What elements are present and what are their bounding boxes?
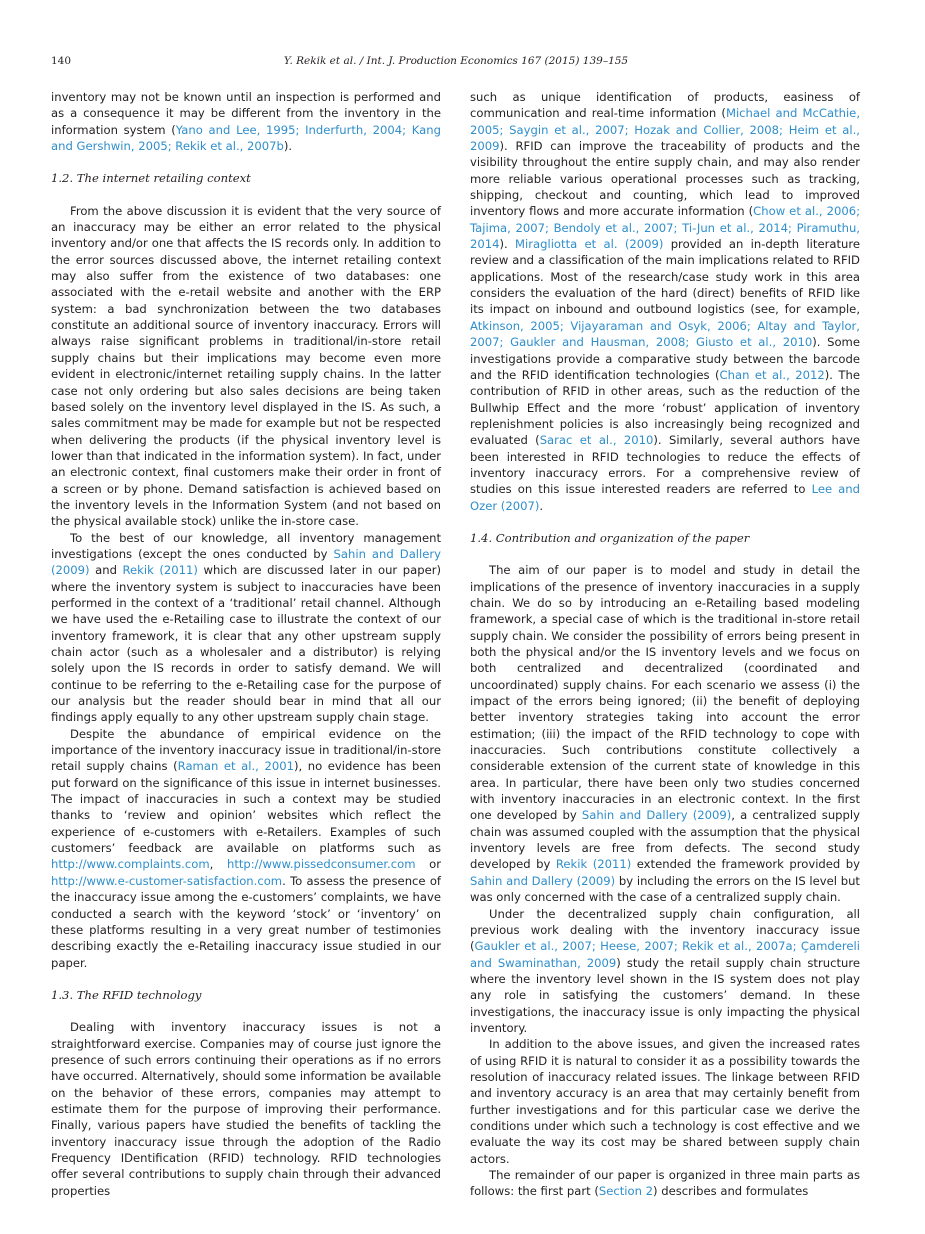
citation-link[interactable]: Michael and McCathie, 2005; Saygin et al., 2007; Hozak and Collier, 2008; Heim et al., 2009 xyxy=(470,106,860,154)
page-number: 140 xyxy=(51,55,72,67)
paragraph: The aim of our paper is to model and study in detail the implications of the presence of inventory inaccuracies in a supply chain. We do so by introducing an e-Retailing based modeling framework, a special case of which is the traditional in-store retail supply chain. We consider the possibility of errors being present in both the physical and/or the IS inventory levels and we focus on both centralized and decentralized (coordinated and uncoordinated) supply chains. For each scenario we assess (i) the impact of the errors being ignored; (ii) the benefit of deploying better inventory strategies taking into account the error estimation; (iii) the impact of the RFID technology to cope with inaccuracies. Such contributions constitute collectively a considerable extension of the current state of knowledge in this area. In particular, there have been only two studies concerned with inventory inaccuracies in an electronic context. In the first one developed by Sahin and Dallery (2009), a centralized supply chain was assumed coupled with the assumption that the physical inventory levels are free from defects. The second study developed by Rekik (2011) extended the framework provided by Sahin and Dallery (2009) by including the errors on the IS level but was only concerned with the case of a centralized supply chain. xyxy=(470,563,860,905)
citation-link[interactable]: Raman et al., 2001 xyxy=(177,759,294,774)
citation-link[interactable]: Rekik (2011) xyxy=(122,563,198,578)
citation-link[interactable]: Sahin and Dallery (2009) xyxy=(581,808,732,823)
citation-link[interactable]: Yano and Lee, 1995; Inderfurth, 2004; Kang and Gershwin, 2005; Rekik et al., 2007b xyxy=(51,122,441,154)
paragraph: Under the decentralized supply chain configuration, all previous work dealing with the inventory inaccuracy issue (Gaukler et al., 2007; Heese, 2007; Rekik et al., 2007a; Çamdereli and Swaminathan, 2009) study the retail supply chain structure where the inventory level shown in the IS system does not play any role in satisfying the customers’ demand. In these investigations, the inaccuracy issue is only impacting the physical inventory. xyxy=(470,906,860,1035)
url-link[interactable]: http://www.e-customer-satisfaction.com xyxy=(51,873,283,888)
paragraph: In addition to the above issues, and given the increased rates of using RFID it is natural to consider it as a possibility towards the resolution of inaccuracy related issues. The linkage between RFID and inventory accuracy is an area that may certainly benefit from further investigations and for this particular case we derive the conditions under which such a technology is cost effective and we evaluate the way its cost may be shared between supply chain actors. xyxy=(470,1037,860,1166)
right-column xyxy=(470,89,860,1200)
running-title: Y. Rekik et al. / Int. J. Production Economics 167 (2015) 139–155 xyxy=(283,55,629,67)
citation-link[interactable]: Sarac et al., 2010 xyxy=(539,433,654,448)
running-header xyxy=(51,55,861,71)
paragraph: To the best of our knowledge, all inventory management investigations (except the ones conducted by Sahin and Dallery (2009) and Rekik (2011) which are discussed later in our paper) where the inventory system is subject to inaccuracies have been performed in the context of a ‘traditional’ retail channel. Although we have used the e-Retailing case to illustrate the context of our inventory framework, it is clear that any other upstream supply chain actor (such as a wholesaler and a distributor) is relying solely upon the IS records in order to satisfy demand. We will continue to be referring to the e-Retailing case for the purpose of our analysis but the reader should bear in mind that all our findings apply equally to any other upstream supply chain stage. xyxy=(51,530,441,725)
citation-link[interactable]: Rekik (2011) xyxy=(555,857,632,872)
paragraph: such as unique identification of products, easiness of communication and real-time information (Michael and McCathie, 2005; Saygin et al., 2007; Hozak and Collier, 2008; Heim et al., 2009). RFID can improve the traceability of products and the visibility throughout the entire supply chain, and may also render more reliable various operational processes such as tracking, shipping, checkout and counting, which lead to improved inventory flows and more accurate information (Chow et al., 2006; Tajima, 2007; Bendoly et al., 2007; Ti-Jun et al., 2014; Piramuthu, 2014). Miragliotta et al. (2009) provided an in-depth literature review and a classification of the main implications related to RFID applications. Most of the research/case study work in this area considers the evaluation of the hard (direct) benefits of RFID like its impact on inbound and outbound logistics (see, for example, Atkinson, 2005; Vijayaraman and Osyk, 2006; Altay and Taylor, 2007; Gaukler and Hausman, 2008; Giusto et al., 2010). Some investigations provide a comparative study between the barcode and the RFID identification technologies (Chan et al., 2012). The contribution of RFID in other areas, such as the reduction of the Bullwhip Effect and the more ‘robust’ application of inventory replenishment policies is also increasingly being recognized and evaluated (Sarac et al., 2010). Similarly, several authors have been interested in RFID technologies to reduce the effects of inventory inaccuracy errors. For a comprehensive review of studies on this issue interested readers are referred to Lee and Ozer (2007). xyxy=(470,90,860,513)
citation-link[interactable]: Atkinson, 2005; Vijayaraman and Osyk, 2006; Altay and Taylor, 2007; Gaukler and Hausman, 2008; Giusto et al., 2010 xyxy=(470,318,860,350)
section-heading: 1.2. The internet retailing context xyxy=(51,171,251,186)
paragraph: The remainder of our paper is organized in three main parts as follows: the first part (Section 2) describes and formulates xyxy=(470,1168,860,1199)
paragraph: Despite the abundance of empirical evidence on the importance of the inventory inaccuracy issue in traditional/in-store retail supply chains (Raman et al., 2001), no evidence has been put forward on the significance of this issue in internet businesses. The impact of inaccuracies in such a context may be studied thanks to ‘review and opinion’ websites which reflect the experience of e-customers with e-Retailers. Examples of such customers’ feedback are available on platforms such as http://www.complaints.com, http://www.pissedconsumer.com or http://www.e-customer-satisfaction.com. To assess the presence of the inaccuracy issue among the e-customers’ complaints, we have conducted a search with the keyword ‘stock’ or ‘inventory’ on these platforms resulting in a very great number of testimonies describing exactly the e-Retailing inaccuracy issue studied in our paper. xyxy=(51,726,442,970)
section-link[interactable]: Section 2 xyxy=(598,1184,654,1199)
section-heading: 1.4. Contribution and organization of the paper xyxy=(470,530,750,545)
citation-link[interactable]: Sahin and Dallery (2009) xyxy=(51,546,441,578)
citation-link[interactable]: Chow et al., 2006; Tajima, 2007; Bendoly et al., 2007; Ti-Jun et al., 2014; Piramuthu, 2014 xyxy=(470,204,860,252)
url-link[interactable]: http://www.pissedconsumer.com xyxy=(226,857,416,872)
citation-link[interactable]: Gaukler et al., 2007; Heese, 2007; Rekik et al., 2007a; Çamdereli and Swaminathan, 2009 xyxy=(470,939,860,970)
left-column xyxy=(51,89,441,1199)
url-link[interactable]: http://www.complaints.com xyxy=(51,857,210,872)
paragraph: From the above discussion it is evident that the very source of an inaccuracy may be either an error related to the physical inventory and/or one that affects the IS records only. In addition to the error sources discussed above, the internet retailing context may also suffer from the existence of two databases: one associated with the e-retail website and another with the ERP system: a bad synchronization between the two databases constitute an additional source of inventory inaccuracy. Errors will always raise significant problems in traditional/in-store retail supply chains but their implications may become even more evident in electronic/internet retailing supply chains. In the latter case not only ordering but also sales decisions are being taken based solely on the inventory level displayed in the IS. As such, a sales commitment may be made for example but not be respected when delivering the products (if the physical inventory level is lower than that indicated in the information system). In fact, under an electronic context, final customers make their order in front of a screen or by phone. Demand satisfaction is achieved based on the inventory levels in the Information System (and not based on the physical available stock) unlike the in-store case. xyxy=(51,203,441,529)
citation-link[interactable]: Sahin and Dallery (2009) xyxy=(470,873,616,888)
citation-link[interactable]: Miragliotta et al. (2009) xyxy=(515,237,664,252)
section-heading: 1.3. The RFID technology xyxy=(51,987,202,1002)
citation-link[interactable]: Lee and Ozer (2007) xyxy=(470,482,860,513)
paragraph: inventory may not be known until an inspection is performed and as a consequence it may be different from the inventory in the information system (Yano and Lee, 1995; Inderfurth, 2004; Kang and Gershwin, 2005; Rekik et al., 2007b). xyxy=(51,90,441,154)
citation-link[interactable]: Chan et al., 2012 xyxy=(719,367,825,382)
paragraph: Dealing with inventory inaccuracy issues is not a straightforward exercise. Companies may of course just ignore the presence of such errors continuing their operations as if no errors have occurred. Alternatively, should some information be available on the behavior of these errors, companies may attempt to estimate them for the purpose of improving their performance. Finally, various papers have studied the benefits of tackling the inventory inaccuracy issue through the adoption of the Radio Frequency IDentification (RFID) technology. RFID technologies offer several contributions to supply chain through their advanced properties xyxy=(51,1020,441,1198)
